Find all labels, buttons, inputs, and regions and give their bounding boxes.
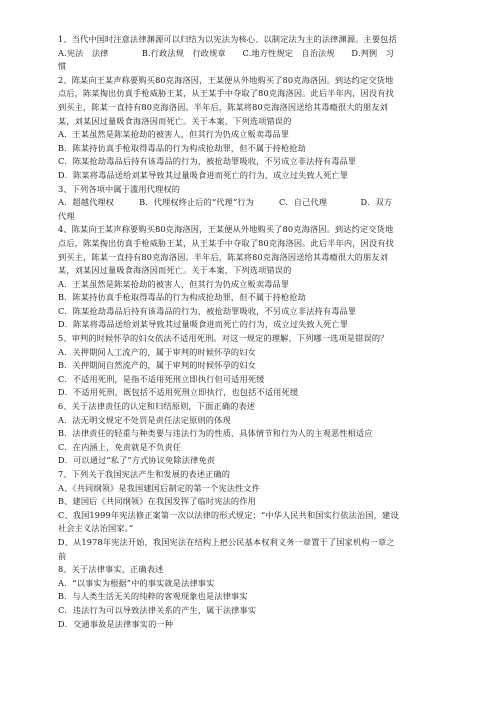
q4-stem-line-4: 某，刘某因过量吸食海洛因而死亡。关于本案，下列选项错误的 [58,265,292,276]
q2-option-d: D．陈某将毒品送给刘某导致其过量吸食进而死亡的行为，成立过失致人死亡罪 [58,169,349,180]
q8-option-c: C．违法行为可以导致法律关系的产生，属于法律事实 [58,604,257,615]
q2-stem-line-1: 2、陈某向王某声称要购买80克海洛因，王某便从外地购买了80克海洛因。到达约定交货地 [58,74,394,85]
q6-option-c: C．在内涵上，免责就是不负责任 [58,441,182,452]
q2-option-a: A．王某虽然是陈某抢劫的被害人，但其行为仍成立贩卖毒品罪 [58,129,290,140]
q2-stem-line-2: 点后，陈某掏出仿真手枪威胁王某，从王某手中夺取了80克海洛因。此后半年内，因没有找 [58,88,394,99]
q6-stem: 6、关于法律责任的认定和归结原则，下面正确的表述 [58,401,256,412]
q4-stem-line-3: 到买主，陈某一直持有80克海洛因。半年后，陈某将80克海洛因送给其毒瘾很大的朋友刘 [58,251,388,262]
q1-options-wrap: 惯 [58,61,67,72]
q7-option-d-wrap: 前 [58,550,67,561]
q5-option-a: A．关押期间人工流产的，属于审判的时候怀孕的妇女 [58,346,256,357]
q4-option-c: C．陈某抢劫毒品后持有该毒品的行为，被抢劫罪吸收，不另成立非法持有毒品罪 [58,305,357,316]
q7-option-c-wrap: 社会主义法治国家。” [58,523,134,534]
q1-options-line: A.宪法 法律 B.行政法规 行政规章 C.地方性规定 自治法规 D.判例 习 [58,47,394,58]
q7-stem: 7、下列关于我国宪法产生和发展的表述正确的 [58,469,231,479]
q5-option-d: D．不适用死刑，既包括不适用死刑立即执行，也包括不适用死缓 [58,387,299,398]
q5-option-c: C．不适用死刑，是指不适用死刑立即执行但可适用死缓 [58,373,265,384]
q7-option-b: B、建国后《共同纲领》在我国发挥了临时宪法的作用 [58,496,256,507]
q3-stem: 3、下列各项中属于滥用代理权的 [58,183,181,194]
q2-option-b: B．陈某持仿真手枪取得毒品的行为构成抢劫罪，但不属于持枪抢劫 [58,142,306,153]
q4-option-a: A．王某虽然是陈某抢劫的被害人，但其行为仍成立贩卖毒品罪 [58,278,290,289]
q2-stem-line-3: 到买主，陈某一直持有80克海洛因。半年后，陈某将80克海洛因送给其毒瘾很大的朋友刘 [58,101,388,112]
q7-option-a: A、《共同纲领》是我国建国后制定的第一个宪法性文件 [58,482,261,493]
q6-option-b: B．法律责任的轻重与种类要与违法行为的性质、具体情节和行为人的主观恶性相适应 [58,428,373,439]
q2-option-c: C．陈某抢劫毒品后持有该毒品的行为，被抢劫罪吸收，不另成立非法持有毒品罪 [58,156,357,167]
q3-options-line: A．超越代理权 B．代理权终止后的“代理”行为 C．自己代理 D．双方 [58,197,393,208]
q4-stem-line-2: 点后，陈某掏出仿真手枪威胁王某，从王某手中夺取了80克海洛因。此后半年内，因没有找 [58,237,394,248]
q8-stem: 8、关于法律事实，正确表述 [58,564,164,575]
q3-options-wrap: 代理 [58,210,75,221]
q6-option-d: D．可以通过“私了”方式协议免除法律免责 [58,455,216,466]
q2-stem-line-4: 某，刘某因过量吸食海洛因而死亡。关于本案，下列选项错误的 [58,115,292,126]
q4-option-b: B．陈某持仿真手枪取得毒品的行为构成抢劫罪，但不属于持枪抢劫 [58,292,306,303]
q4-stem-line-1: 4、陈某向王某声称要购买80克海洛因，王某便从外地购买了80克海洛因。到达约定交货地 [58,224,394,235]
q5-option-b: B．关押期间自然流产的，属于审判的时候怀孕的妇女 [58,360,256,371]
q7-option-c: C、我国1999年宪法修正案第一次以法律的形式规定：“中华人民共和国实行依法治国，建设 [58,509,399,520]
q8-option-a: A．“以事实为根据”中的事实就是法律事实 [58,577,215,588]
q5-stem: 5、审判的时候怀孕的妇女依法不适用死刑。对这一规定的理解，下列哪一选项是错误的？ [58,333,389,344]
q1-stem-line-1: 1、当代中国时注意法律渊源可以归结为以宪法为核心、以制定法为主的法律渊源。主要包括 [58,34,397,44]
q7-option-d: D、从1978年宪法开始，我国宪法在结构上把公民基本权利义务一章置于了国家机构一章之 [58,536,395,547]
q4-option-d: D．陈某将毒品送给刘某导致其过量吸食进而死亡的行为，成立过失致人死亡罪 [58,319,349,330]
document-page [58,33,436,631]
q8-option-b: B．与人类生活无关的纯粹的客观现象也是法律事实 [58,591,248,602]
q6-option-a: A．法无明文规定不处罚是责任法定原则的体现 [58,414,231,425]
q8-option-d: D．交通事故是法律事实的一种 [58,618,174,629]
